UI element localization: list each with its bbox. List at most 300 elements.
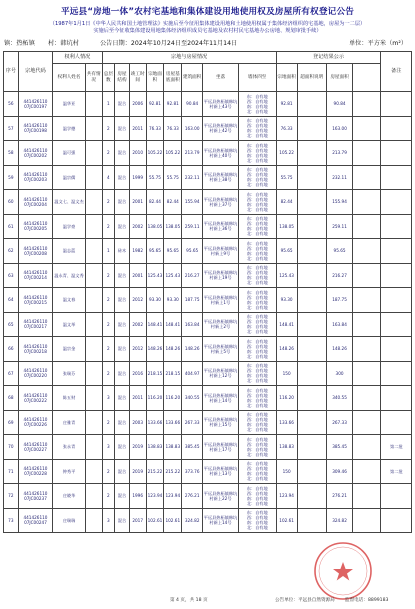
row-location: 平远县热柘镇韩坑村新上43号	[203, 92, 239, 117]
row-shared	[85, 386, 102, 411]
row-build-area: 259.11	[182, 214, 203, 239]
row-reg-land: 150	[276, 361, 297, 386]
row-build-area: 163.84	[182, 312, 203, 337]
row-structure: 混合	[115, 165, 130, 190]
row-year: 2002	[129, 312, 146, 337]
row-reg-spacer	[353, 484, 381, 509]
row-structure: 混合	[115, 337, 130, 362]
row-year: 2006	[129, 92, 146, 117]
row-code: 441426110 07JC00237	[18, 484, 53, 509]
row-build-area: 163.00	[182, 116, 203, 141]
row-boundary: 东：自有地 西：自有地 南：自有地 北：自有地	[238, 141, 276, 166]
row-year: 2012	[129, 288, 146, 313]
notice-subtitle-line-1: （1987年1月1日《中华人民共和国土地管理法》实施后至今征用集体建设用地和土地使用权属于集体经济组织的宅基地，房屋为一二层）	[49, 21, 366, 27]
row-year: 2016	[129, 361, 146, 386]
row-boundary: 东：自有地 西：自有地 南：自有地 北：自有地	[238, 92, 276, 117]
header-year: 竣工时间	[129, 64, 146, 92]
row-base-area: 82.44	[164, 190, 182, 215]
row-location: 平远县热柘镇韩坑村新上42号	[203, 116, 239, 141]
row-owner: 庄瑞瑞	[53, 508, 86, 533]
row-reg-spacer	[353, 239, 381, 264]
row-reg-excess	[297, 190, 326, 215]
table-row	[4, 410, 412, 435]
header-remark: 备注	[381, 52, 412, 92]
row-reg-spacer	[353, 190, 381, 215]
row-reg-build: 267.33	[326, 410, 352, 435]
row-reg-excess	[297, 386, 326, 411]
phone-label: 监督电话：8899183	[345, 598, 389, 603]
row-floors: 2	[102, 484, 115, 509]
row-location: 平远县热柘镇韩坑村新上12号	[203, 361, 239, 386]
header-owner: 权利人姓名	[53, 64, 86, 92]
row-seq: 66	[4, 337, 19, 362]
row-boundary: 东：自有地 西：自有地 南：自有地 北：自有地	[238, 459, 276, 484]
row-reg-build: 340.55	[326, 386, 352, 411]
row-floors: 2	[102, 116, 115, 141]
row-reg-excess	[297, 459, 326, 484]
row-build-area: 187.75	[182, 288, 203, 313]
row-reg-build: 90.84	[326, 92, 352, 117]
header-rights: 权利人情况	[53, 52, 102, 64]
row-owner: 张瑞芬	[53, 361, 86, 386]
table-row	[4, 386, 412, 411]
row-reg-excess	[297, 361, 326, 386]
row-build-area: 216.27	[182, 263, 203, 288]
row-remark	[381, 92, 412, 117]
row-land-area: 148.26	[146, 337, 164, 362]
row-remark	[381, 288, 412, 313]
row-code: 441426110 07JC00202	[18, 141, 53, 166]
row-land-area: 125.43	[146, 263, 164, 288]
row-shared	[85, 435, 102, 460]
row-owner: 庄晓华	[53, 484, 86, 509]
row-owner: 温文春	[53, 288, 86, 313]
row-base-area: 105.22	[164, 141, 182, 166]
notice-title: 平远县“房地一体”农村宅基地和集体建设用地使用权及房屋所有权登记公告	[60, 7, 355, 17]
row-seq: 69	[4, 410, 19, 435]
row-remark	[381, 337, 412, 362]
header-reg-spacer	[353, 64, 381, 92]
row-floors: 1	[102, 92, 115, 117]
row-build-area: 267.33	[182, 410, 203, 435]
row-structure: 混合	[115, 484, 130, 509]
row-remark	[381, 214, 412, 239]
row-boundary: 东：自有地 西：自有地 南：自有地 北：自有地	[238, 263, 276, 288]
row-structure: 混合	[115, 116, 130, 141]
row-code: 441426110 07JC00220	[18, 361, 53, 386]
row-floors: 2	[102, 263, 115, 288]
row-remark	[381, 263, 412, 288]
row-reg-spacer	[353, 435, 381, 460]
row-structure: 混合	[115, 508, 130, 533]
row-reg-land: 76.33	[276, 116, 297, 141]
table-row	[4, 459, 412, 484]
row-structure: 混合	[115, 459, 130, 484]
row-build-area: 213.79	[182, 141, 203, 166]
table-row	[4, 239, 412, 264]
row-land-area: 138.05	[146, 214, 164, 239]
row-code: 441426110 07JC00204	[18, 190, 53, 215]
row-shared	[85, 410, 102, 435]
row-structure: 混合	[115, 141, 130, 166]
row-seq: 56	[4, 92, 19, 117]
row-build-area: 385.45	[182, 435, 203, 460]
table-row	[4, 165, 412, 190]
row-build-area: 148.26	[182, 337, 203, 362]
row-shared	[85, 141, 102, 166]
row-boundary: 东：自有地 西：自有地 南：自有地 北：自有地	[238, 386, 276, 411]
row-base-area: 116.20	[164, 386, 182, 411]
row-base-area: 215.22	[164, 459, 182, 484]
row-reg-spacer	[353, 459, 381, 484]
row-base-area: 123.94	[164, 484, 182, 509]
row-land-area: 133.66	[146, 410, 164, 435]
row-base-area: 76.33	[164, 116, 182, 141]
row-remark	[381, 386, 412, 411]
row-seq: 71	[4, 459, 19, 484]
row-owner: 温文七、温文杰	[53, 190, 86, 215]
row-owner: 温文举	[53, 312, 86, 337]
row-shared	[85, 484, 102, 509]
page-footer	[0, 597, 415, 606]
row-shared	[85, 190, 102, 215]
row-floors: 2	[102, 361, 115, 386]
row-code: 441426110 07JC00205	[18, 214, 53, 239]
row-structure: 混合	[115, 435, 130, 460]
row-reg-spacer	[353, 410, 381, 435]
row-remark	[381, 312, 412, 337]
table-row	[4, 116, 412, 141]
row-seq: 62	[4, 239, 19, 264]
row-reg-excess	[297, 116, 326, 141]
row-year: 2003	[129, 410, 146, 435]
town-label: 镇：热柘镇	[4, 40, 35, 47]
table-row	[4, 337, 412, 362]
row-location: 平远县热柘镇韩坑村新上14号	[203, 386, 239, 411]
row-reg-land: 82.44	[276, 190, 297, 215]
row-seq: 59	[4, 165, 19, 190]
row-base-area: 95.65	[164, 239, 182, 264]
row-structure: 砖木	[115, 239, 130, 264]
row-base-area: 93.30	[164, 288, 182, 313]
period-label: 公告日期：2024年10月24日至2024年11月14日	[100, 40, 238, 47]
row-reg-build: 309.46	[326, 459, 352, 484]
row-year: 1982	[129, 239, 146, 264]
village-label: 村：韩坑村	[48, 40, 79, 47]
row-year: 1996	[129, 484, 146, 509]
row-base-area: 148.41	[164, 312, 182, 337]
row-land-area: 92.81	[146, 92, 164, 117]
notice-subtitle-line-2: 实施后至今征收集体建设用地集体经济组织成员宅基地及农村村民宅基地办公房地、规划审批手续）	[93, 28, 322, 34]
row-remark	[381, 141, 412, 166]
row-boundary: 东：自有地 西：自有地 南：自有地 北：自有地	[238, 484, 276, 509]
row-code: 441426110 07JC00217	[18, 312, 53, 337]
row-boundary: 东：自有地 西：自有地 南：自有地 北：自有地	[238, 410, 276, 435]
row-location: 平远县热柘镇韩坑村新上1号	[203, 288, 239, 313]
row-reg-excess	[297, 141, 326, 166]
row-reg-excess	[297, 165, 326, 190]
row-owner: 钟秀平	[53, 459, 86, 484]
row-boundary: 东：自有地 西：自有地 南：自有地 北：自有地	[238, 361, 276, 386]
row-seq: 64	[4, 288, 19, 313]
row-land-area: 102.61	[146, 508, 164, 533]
row-location: 平远县热柘镇韩坑村新上15号	[203, 410, 239, 435]
row-location: 平远县热柘镇韩坑村新上9号	[203, 239, 239, 264]
registration-table	[3, 51, 412, 533]
row-year: 2017	[129, 508, 146, 533]
row-land-area: 116.20	[146, 386, 164, 411]
row-shared	[85, 361, 102, 386]
row-reg-build: 259.11	[326, 214, 352, 239]
row-reg-spacer	[353, 508, 381, 533]
row-reg-build: 213.79	[326, 141, 352, 166]
row-seq: 72	[4, 484, 19, 509]
row-reg-excess	[297, 410, 326, 435]
row-reg-spacer	[353, 288, 381, 313]
row-location: 平远县热柘镇韩坑村新上22号	[203, 484, 239, 509]
row-reg-excess	[297, 214, 326, 239]
row-base-area: 148.26	[164, 337, 182, 362]
header-location: 坐落	[203, 64, 239, 92]
row-build-area: 404.97	[182, 361, 203, 386]
row-base-area: 138.05	[164, 214, 182, 239]
row-base-area: 218.15	[164, 361, 182, 386]
page-number: 第 4 页，共 18 页	[170, 598, 208, 603]
row-structure: 混合	[115, 410, 130, 435]
row-reg-excess	[297, 312, 326, 337]
row-land-area: 215.22	[146, 459, 164, 484]
row-floors: 2	[102, 190, 115, 215]
row-owner: 张永青	[53, 435, 86, 460]
row-shared	[85, 312, 102, 337]
row-owner: 庄雅青	[53, 410, 86, 435]
row-reg-spacer	[353, 165, 381, 190]
official-seal	[312, 540, 374, 602]
row-reg-land: 105.22	[276, 141, 297, 166]
row-reg-spacer	[353, 92, 381, 117]
row-reg-spacer	[353, 263, 381, 288]
row-shared	[85, 214, 102, 239]
row-boundary: 东：自有地 西：自有地 南：自有地 北：自有地	[238, 288, 276, 313]
row-base-area: 133.66	[164, 410, 182, 435]
row-build-area: 340.55	[182, 386, 203, 411]
row-location: 平远县热柘镇韩坑村新上17号	[203, 435, 239, 460]
row-base-area: 125.43	[164, 263, 182, 288]
row-shared	[85, 92, 102, 117]
row-code: 441426110 07JC00214	[18, 263, 53, 288]
row-base-area: 92.81	[164, 92, 182, 117]
row-owner: 温宗金	[53, 337, 86, 362]
row-structure: 混合	[115, 361, 130, 386]
row-reg-land: 123.94	[276, 484, 297, 509]
row-reg-excess	[297, 92, 326, 117]
row-build-area: 324.82	[182, 508, 203, 533]
row-build-area: 232.11	[182, 165, 203, 190]
header-build-area: 建筑面积	[182, 64, 203, 92]
row-owner: 温志蓝	[53, 239, 86, 264]
row-remark: 第二批	[381, 459, 412, 484]
table-row	[4, 141, 412, 166]
row-reg-land: 116.20	[276, 386, 297, 411]
row-reg-land: 102.61	[276, 508, 297, 533]
row-floors: 3	[102, 386, 115, 411]
row-remark	[381, 361, 412, 386]
row-reg-land: 148.26	[276, 337, 297, 362]
row-reg-build: 276.21	[326, 484, 352, 509]
row-base-area: 102.61	[164, 508, 182, 533]
row-land-area: 82.44	[146, 190, 164, 215]
row-seq: 65	[4, 312, 19, 337]
row-land-area: 105.22	[146, 141, 164, 166]
row-owner: 温学德	[53, 116, 86, 141]
row-land-area: 76.33	[146, 116, 164, 141]
row-reg-land: 133.66	[276, 410, 297, 435]
row-structure: 混合	[115, 214, 130, 239]
row-seq: 61	[4, 214, 19, 239]
row-location: 平远县热柘镇韩坑村新上5号	[203, 337, 239, 362]
row-code: 441426110 07JC00222	[18, 386, 53, 411]
row-boundary: 东：自有地 西：自有地 南：自有地 北：自有地	[238, 337, 276, 362]
row-code: 441426110 07JC00203	[18, 165, 53, 190]
row-code: 441426110 07JC00227	[18, 435, 53, 460]
row-location: 平远县热柘镇韩坑村新上14号	[203, 508, 239, 533]
row-reg-build: 232.11	[326, 165, 352, 190]
row-reg-spacer	[353, 312, 381, 337]
header-seq: 序号	[4, 52, 19, 92]
header-floors: 总层数	[102, 64, 115, 92]
row-reg-excess	[297, 484, 326, 509]
row-reg-land: 93.30	[276, 288, 297, 313]
header-land-area: 宗地面积	[146, 64, 164, 92]
row-owner: 陈五财	[53, 386, 86, 411]
header-result: 登记结果公示	[276, 52, 381, 64]
row-seq: 68	[4, 386, 19, 411]
row-reg-build: 324.82	[326, 508, 352, 533]
row-reg-land: 125.43	[276, 263, 297, 288]
row-base-area: 138.83	[164, 435, 182, 460]
row-shared	[85, 239, 102, 264]
row-owner: 温永青、温文秀	[53, 263, 86, 288]
registration-rows	[4, 92, 412, 533]
row-code: 441426110 07JC00198	[18, 116, 53, 141]
row-structure: 混合	[115, 288, 130, 313]
row-reg-land: 92.81	[276, 92, 297, 117]
row-reg-build: 163.00	[326, 116, 352, 141]
row-boundary: 东：自有地 西：自有地 南：自有地 北：自有地	[238, 508, 276, 533]
row-shared	[85, 165, 102, 190]
row-location: 平远县热柘镇韩坑村新上38号	[203, 165, 239, 190]
row-seq: 58	[4, 141, 19, 166]
row-reg-build: 385.45	[326, 435, 352, 460]
row-seq: 67	[4, 361, 19, 386]
table-row	[4, 288, 412, 313]
row-reg-spacer	[353, 337, 381, 362]
row-reg-excess	[297, 288, 326, 313]
row-remark	[381, 508, 412, 533]
row-code: 441426110 07JC00218	[18, 337, 53, 362]
row-year: 2019	[129, 459, 146, 484]
row-reg-build: 300	[326, 361, 352, 386]
header-structure: 房屋结构	[115, 64, 130, 92]
row-reg-build: 216.27	[326, 263, 352, 288]
row-shared	[85, 508, 102, 533]
row-owner: 温可强	[53, 141, 86, 166]
row-boundary: 东：自有地 西：自有地 南：自有地 北：自有地	[238, 165, 276, 190]
row-build-area: 276.21	[182, 484, 203, 509]
row-year: 2011	[129, 116, 146, 141]
header-base-area: 房屋基底面积	[164, 64, 182, 92]
row-floors: 2	[102, 288, 115, 313]
row-owner: 温宗儒	[53, 165, 86, 190]
header-land-house: 宗地与房屋情况	[102, 52, 276, 64]
table-row	[4, 92, 412, 117]
row-boundary: 东：自有地 西：自有地 南：自有地 北：自有地	[238, 239, 276, 264]
row-build-area: 155.94	[182, 190, 203, 215]
row-location: 平远县热柘镇韩坑村新上19号	[203, 263, 239, 288]
table-row	[4, 361, 412, 386]
row-land-area: 55.75	[146, 165, 164, 190]
row-shared	[85, 116, 102, 141]
row-location: 平远县热柘镇韩坑村新上37号	[203, 190, 239, 215]
row-seq: 60	[4, 190, 19, 215]
row-reg-land: 55.75	[276, 165, 297, 190]
row-location: 平远县热柘镇韩坑村新上36号	[203, 214, 239, 239]
header-shared: 共有情况	[85, 64, 102, 92]
row-land-area: 93.30	[146, 288, 164, 313]
row-reg-excess	[297, 239, 326, 264]
row-structure: 混合	[115, 92, 130, 117]
table-row	[4, 508, 412, 533]
row-reg-build: 155.94	[326, 190, 352, 215]
row-year: 2019	[129, 435, 146, 460]
row-boundary: 东：自有地 西：自有地 南：自有地 北：自有地	[238, 435, 276, 460]
row-remark	[381, 190, 412, 215]
row-reg-land: 148.41	[276, 312, 297, 337]
row-shared	[85, 337, 102, 362]
agency-label: 公告单位：平远县自然资源局	[275, 598, 335, 603]
row-reg-spacer	[353, 214, 381, 239]
row-reg-land: 138.83	[276, 435, 297, 460]
row-structure: 混合	[115, 263, 130, 288]
row-land-area: 123.94	[146, 484, 164, 509]
row-remark	[381, 239, 412, 264]
table-row	[4, 263, 412, 288]
row-build-area: 373.76	[182, 459, 203, 484]
row-land-area: 218.15	[146, 361, 164, 386]
row-year: 2001	[129, 190, 146, 215]
row-land-area: 95.65	[146, 239, 164, 264]
row-code: 441426110 07JC00208	[18, 239, 53, 264]
row-reg-excess	[297, 263, 326, 288]
unit-label: 单位：平方米（m²）	[349, 40, 408, 47]
row-build-area: 90.84	[182, 92, 203, 117]
row-location: 平远县热柘镇韩坑村新上40号	[203, 141, 239, 166]
row-code: 441426110 07JC00215	[18, 288, 53, 313]
row-shared	[85, 288, 102, 313]
row-boundary: 东：自有地 西：自有地 南：自有地 北：自有地	[238, 190, 276, 215]
row-base-area: 55.75	[164, 165, 182, 190]
row-land-area: 138.83	[146, 435, 164, 460]
row-reg-build: 187.75	[326, 288, 352, 313]
row-structure: 混合	[115, 386, 130, 411]
row-reg-spacer	[353, 116, 381, 141]
row-remark	[381, 410, 412, 435]
row-reg-spacer	[353, 141, 381, 166]
row-structure: 混合	[115, 312, 130, 337]
row-remark	[381, 165, 412, 190]
row-reg-land: 150	[276, 459, 297, 484]
header-code: 宗地代码	[18, 52, 53, 92]
